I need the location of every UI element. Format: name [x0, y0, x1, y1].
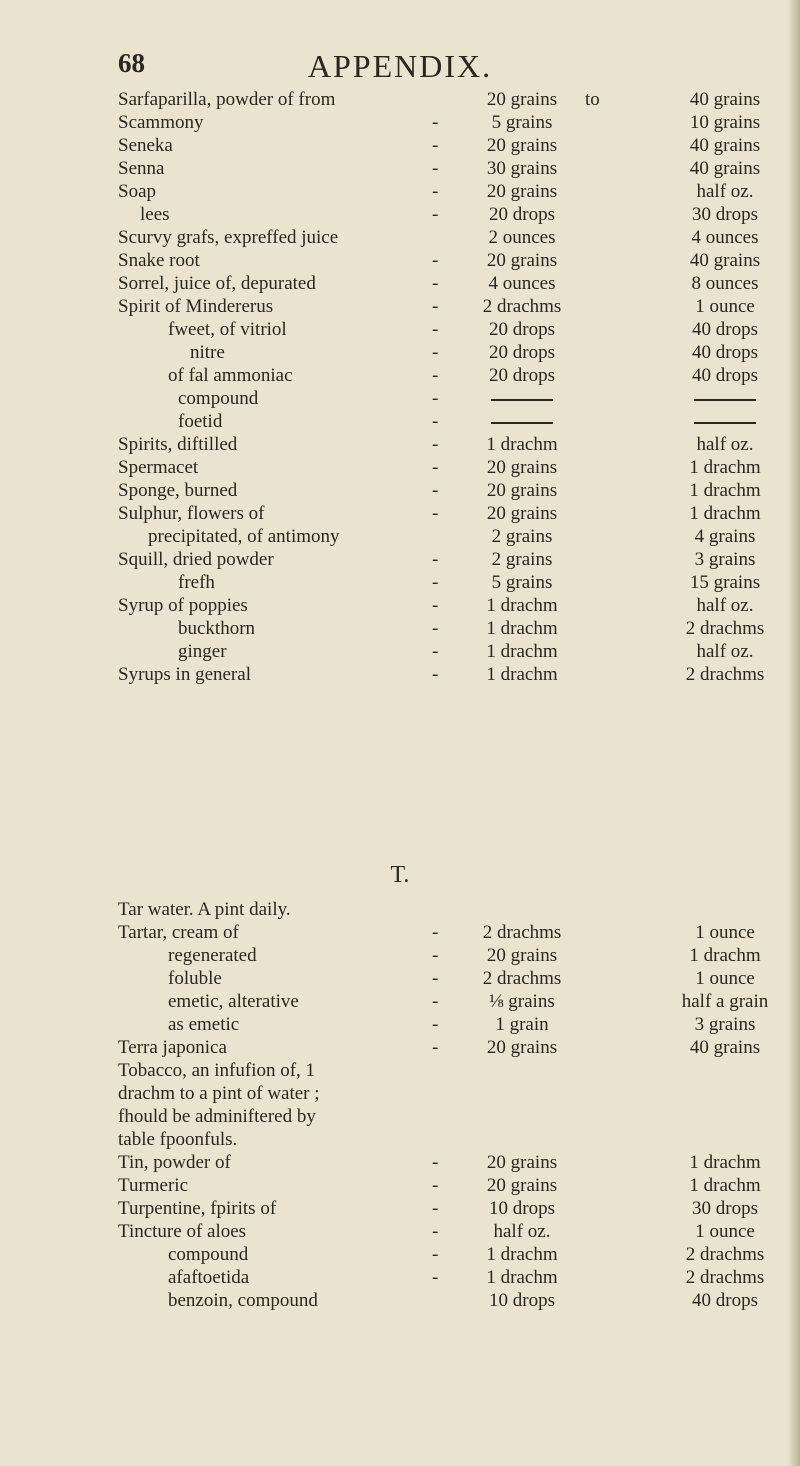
substance-name: Tin, powder of	[118, 1152, 231, 1173]
substance-name: Sulphur, flowers of	[118, 503, 265, 524]
dose-max	[660, 410, 790, 433]
substance-name: fhould be adminiftered by	[118, 1106, 316, 1127]
substance-name: precipitated, of antimony	[148, 526, 340, 547]
table-row	[0, 548, 800, 571]
table-row	[0, 433, 800, 456]
substance-name: Senna	[118, 158, 165, 179]
substance-name: Tincture of aloes	[118, 1221, 247, 1242]
dose-min: 10 drops	[489, 1198, 555, 1219]
table-row	[0, 387, 800, 410]
substance-name: Syrups in general	[118, 664, 251, 685]
dose-max: 1 ounce	[695, 296, 755, 317]
table-row	[0, 640, 800, 663]
leader-dash: -	[432, 319, 439, 340]
table-row	[0, 525, 800, 548]
table-row	[0, 88, 800, 111]
table-row	[0, 1243, 800, 1266]
dose-max: 40 grains	[689, 89, 761, 110]
substance-name: Terra japonica	[118, 1037, 227, 1058]
range-to: to	[585, 89, 600, 110]
dose-min: 20 drops	[489, 319, 555, 340]
table-row	[0, 1197, 800, 1220]
substance-name: Sarfaparilla, powder of from	[118, 89, 336, 110]
table-row	[0, 1059, 800, 1082]
dose-min: 20 grains	[486, 1175, 558, 1196]
dose-min: 1 drachm	[486, 664, 558, 685]
substance-name: buckthorn	[178, 618, 256, 639]
dose-min: 20 drops	[489, 365, 555, 386]
dose-min: 1 drachm	[486, 595, 558, 616]
dose-min: 1 drachm	[486, 434, 558, 455]
leader-dash: -	[432, 503, 439, 524]
table-row	[0, 364, 800, 387]
table-row	[0, 594, 800, 617]
dose-max: 1 ounce	[695, 922, 755, 943]
table-row	[0, 272, 800, 295]
table-row	[0, 1266, 800, 1289]
substance-name: foetid	[178, 411, 223, 432]
dose-max: 40 grains	[689, 135, 761, 156]
leader-dash: -	[432, 273, 439, 294]
dose-min: 20 grains	[486, 945, 558, 966]
substance-name: as emetic	[168, 1014, 240, 1035]
dose-max: 10 grains	[689, 112, 761, 133]
leader-dash: -	[432, 135, 439, 156]
substance-name: lees	[140, 204, 170, 225]
table-row	[0, 663, 800, 686]
dose-min: ⅛ grains	[489, 991, 555, 1012]
substance-name: Scammony	[118, 112, 204, 133]
dose-max: 3 grains	[694, 549, 756, 570]
substance-name: Syrup of poppies	[118, 595, 248, 616]
table-row	[0, 180, 800, 203]
table-row	[0, 157, 800, 180]
dose-max: 2 drachms	[685, 618, 765, 639]
table-row	[0, 456, 800, 479]
dose-max: 1 ounce	[695, 968, 755, 989]
dose-min: 20 grains	[486, 1037, 558, 1058]
dose-min: 20 grains	[486, 89, 558, 110]
substance-name: Soap	[118, 181, 156, 202]
leader-dash: -	[432, 480, 439, 501]
leader-dash: -	[432, 991, 439, 1012]
dose-min: 20 drops	[489, 204, 555, 225]
leader-dash: -	[432, 618, 439, 639]
page-edge-shadow	[788, 0, 800, 1466]
ditto-rule	[694, 422, 756, 424]
dose-min: 5 grains	[491, 112, 553, 133]
substance-name: emetic, alterative	[168, 991, 299, 1012]
leader-dash: -	[432, 572, 439, 593]
substance-name: frefh	[178, 572, 215, 593]
table-row	[0, 111, 800, 134]
dose-min: 2 grains	[491, 526, 553, 547]
dose-min: 20 grains	[486, 503, 558, 524]
leader-dash: -	[432, 1014, 439, 1035]
dose-min: 1 drachm	[486, 1267, 558, 1288]
table-row	[0, 1220, 800, 1243]
dose-max: 1 drachm	[689, 457, 761, 478]
dose-max: 40 drops	[692, 319, 758, 340]
dose-max: 15 grains	[689, 572, 761, 593]
substance-name: Scurvy grafs, expreffed juice	[118, 227, 339, 248]
table-row	[0, 203, 800, 226]
dose-min: 20 grains	[486, 135, 558, 156]
table-row	[0, 1151, 800, 1174]
dose-max: 4 grains	[694, 526, 756, 547]
leader-dash: -	[432, 641, 439, 662]
dose-max: 40 drops	[692, 1290, 758, 1311]
substance-name: Turpentine, fpirits of	[118, 1198, 277, 1219]
table-row	[0, 571, 800, 594]
table-row	[0, 1128, 800, 1151]
leader-dash: -	[432, 181, 439, 202]
leader-dash: -	[432, 434, 439, 455]
dose-max: 1 drachm	[689, 1175, 761, 1196]
leader-dash: -	[432, 945, 439, 966]
substance-name: Tartar, cream of	[118, 922, 239, 943]
dose-min: half oz.	[493, 1221, 551, 1242]
leader-dash: -	[432, 922, 439, 943]
dose-max: half oz.	[696, 181, 754, 202]
dose-min: 30 grains	[486, 158, 558, 179]
page-number: 68	[118, 48, 145, 78]
substance-name: compound	[178, 388, 259, 409]
dose-max: 40 grains	[689, 1037, 761, 1058]
dose-max: 1 ounce	[695, 1221, 755, 1242]
substance-name: Turmeric	[118, 1175, 189, 1196]
substance-name: ginger	[178, 641, 227, 662]
leader-dash: -	[432, 968, 439, 989]
dose-max: 40 grains	[689, 250, 761, 271]
dose-min: 2 grains	[491, 549, 553, 570]
table-row	[0, 944, 800, 967]
dose-max	[660, 387, 790, 410]
dose-max: half oz.	[696, 434, 754, 455]
dose-max: half a grain	[681, 991, 769, 1012]
section-letter-t: T.	[390, 862, 410, 888]
dose-min: 2 drachms	[482, 296, 562, 317]
substance-name: Snake root	[118, 250, 200, 271]
substance-name: Spirits, diftilled	[118, 434, 238, 455]
dose-max: 1 drachm	[689, 480, 761, 501]
leader-dash: -	[432, 1244, 439, 1265]
dose-max: 1 drachm	[689, 503, 761, 524]
table-row	[0, 295, 800, 318]
dose-min: 2 drachms	[482, 968, 562, 989]
dose-max: 8 ounces	[691, 273, 759, 294]
dose-min	[454, 387, 590, 410]
dose-max: half oz.	[696, 641, 754, 662]
substance-name: Spirit of Mindererus	[118, 296, 274, 317]
substance-name: table fpoonfuls.	[118, 1129, 238, 1150]
dose-max: 4 ounces	[691, 227, 759, 248]
leader-dash: -	[432, 549, 439, 570]
table-row	[0, 1082, 800, 1105]
dose-max: 40 drops	[692, 365, 758, 386]
table-row	[0, 898, 800, 921]
dose-min: 4 ounces	[488, 273, 556, 294]
substance-name: Tar water. A pint daily.	[118, 899, 291, 920]
leader-dash: -	[432, 296, 439, 317]
table-row	[0, 479, 800, 502]
dose-max: 30 drops	[692, 1198, 758, 1219]
table-row	[0, 410, 800, 433]
table-row	[0, 502, 800, 525]
dose-min: 20 grains	[486, 480, 558, 501]
dose-max: 30 drops	[692, 204, 758, 225]
leader-dash: -	[432, 664, 439, 685]
dose-max: 1 drachm	[689, 945, 761, 966]
dose-min: 20 grains	[486, 181, 558, 202]
dose-max: 2 drachms	[685, 1267, 765, 1288]
substance-name: regenerated	[168, 945, 257, 966]
substance-name: Squill, dried powder	[118, 549, 274, 570]
dose-max: half oz.	[696, 595, 754, 616]
ditto-rule	[491, 399, 553, 401]
table-row	[0, 1174, 800, 1197]
substance-name: Seneka	[118, 135, 173, 156]
dose-min: 1 drachm	[486, 618, 558, 639]
dose-min: 20 grains	[486, 457, 558, 478]
dose-min: 1 drachm	[486, 1244, 558, 1265]
dose-min	[454, 410, 590, 433]
substance-name: foluble	[168, 968, 222, 989]
substance-name: Spermacet	[118, 457, 199, 478]
leader-dash: -	[432, 1175, 439, 1196]
table-row	[0, 1289, 800, 1312]
substance-name: Sorrel, juice of, depurated	[118, 273, 316, 294]
dose-min: 5 grains	[491, 572, 553, 593]
table-row	[0, 967, 800, 990]
ditto-rule	[694, 399, 756, 401]
page-header	[0, 48, 800, 88]
leader-dash: -	[432, 388, 439, 409]
substance-name: drachm to a pint of water ;	[118, 1083, 320, 1104]
substance-name: compound	[168, 1244, 249, 1265]
substance-name: benzoin, compound	[168, 1290, 318, 1311]
dose-min: 20 drops	[489, 342, 555, 363]
dose-min: 20 grains	[486, 250, 558, 271]
substance-name: nitre	[190, 342, 225, 363]
leader-dash: -	[432, 457, 439, 478]
table-row	[0, 134, 800, 157]
leader-dash: -	[432, 112, 439, 133]
dose-max: 2 drachms	[685, 1244, 765, 1265]
substance-name: of fal ammoniac	[168, 365, 293, 386]
dose-max: 3 grains	[694, 1014, 756, 1035]
leader-dash: -	[432, 1037, 439, 1058]
dose-min: 2 drachms	[482, 922, 562, 943]
substance-name: fweet, of vitriol	[168, 319, 287, 340]
substance-name: Tobacco, an infufion of, 1	[118, 1060, 316, 1081]
leader-dash: -	[432, 1198, 439, 1219]
substance-name: afaftoetida	[168, 1267, 250, 1288]
substance-name: Sponge, burned	[118, 480, 238, 501]
table-row	[0, 318, 800, 341]
leader-dash: -	[432, 595, 439, 616]
table-row	[0, 226, 800, 249]
table-row	[0, 921, 800, 944]
table-row	[0, 341, 800, 364]
leader-dash: -	[432, 1267, 439, 1288]
leader-dash: -	[432, 1221, 439, 1242]
leader-dash: -	[432, 250, 439, 271]
table-row	[0, 249, 800, 272]
dose-min: 1 drachm	[486, 641, 558, 662]
dose-min: 1 grain	[495, 1014, 549, 1035]
dose-min: 20 grains	[486, 1152, 558, 1173]
dose-min: 10 drops	[489, 1290, 555, 1311]
dose-max: 1 drachm	[689, 1152, 761, 1173]
leader-dash: -	[432, 411, 439, 432]
leader-dash: -	[432, 158, 439, 179]
dose-min: 2 ounces	[488, 227, 556, 248]
leader-dash: -	[432, 365, 439, 386]
table-row	[0, 990, 800, 1013]
dose-max: 40 drops	[692, 342, 758, 363]
page-title: APPENDIX.	[307, 48, 493, 84]
table-row	[0, 1105, 800, 1128]
leader-dash: -	[432, 342, 439, 363]
leader-dash: -	[432, 204, 439, 225]
leader-dash: -	[432, 1152, 439, 1173]
table-row	[0, 1013, 800, 1036]
dose-max: 2 drachms	[685, 664, 765, 685]
table-row	[0, 617, 800, 640]
ditto-rule	[491, 422, 553, 424]
table-row	[0, 1036, 800, 1059]
dose-max: 40 grains	[689, 158, 761, 179]
